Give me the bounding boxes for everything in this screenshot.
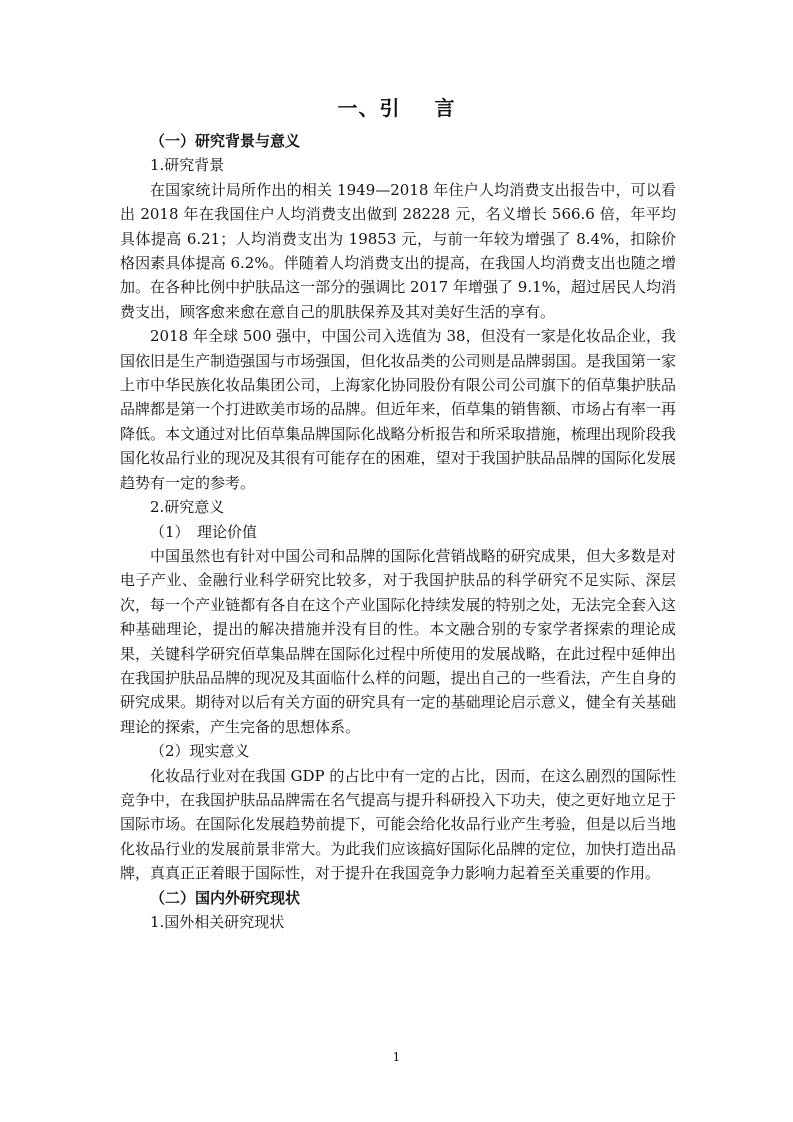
- paragraph: 化妆品行业对在我国 GDP 的占比中有一定的占比，因而，在这么剧烈的国际性竞争中，在我国护肤品品牌需在名气提高与提升科研投入下功夫，使之更好地立足于国际市场。在国际化发展趋势前提下，可能会给化妆品行业产生考验，但是以后当地化妆品行业的发展前景非常大。为此我们应该搞好国际化品牌的定位，加快打造出品牌，真真正正着眼于国际性，对于提升在我国竞争力影响力起着至关重要的作用。: [120, 766, 676, 883]
- subsubsection-heading: （1） 理论价值: [150, 522, 258, 541]
- section-heading: （一）研究背景与意义: [150, 132, 301, 150]
- subsection-heading: 1.研究背景: [150, 156, 225, 175]
- body-content: [120, 129, 676, 934]
- paragraph: 在国家统计局所作出的相关 1949—2018 年住户人均消费支出报告中，可以看出 2018 年在我国住户人均消费支出做到 28228 元，名义增长 566.6 倍，年平均具体提高 6.21；人均消费支出为 19853 元，与前一年较为增强了 8.4%，扣除价格因素具体提高 6.2%。伴随着人均消费支出的提高，在我国人均消费支出也随之增加。在各种比例中护肤品这一部分的强调比 2017 年增强了 9.1%，超过居民人均消费支出，顾客愈来愈在意自己的肌肤保养及其对美好生活的享有。: [120, 180, 676, 321]
- section-heading: （二）国内外研究现状: [150, 888, 301, 907]
- chapter-title-part2: 言: [434, 96, 456, 120]
- subsection-heading: 1.国外相关研究现状: [150, 913, 285, 931]
- subsubsection-heading: （2）现实意义: [150, 742, 250, 761]
- subsection-heading: 2.研究意义: [150, 498, 225, 517]
- paragraph: 2018 年全球 500 强中，中国公司入选值为 38，但没有一家是化妆品企业，我国依旧是生产制造强国与市场强国，但化妆品类的公司则是品牌弱国。是我国第一家上市中华民族化妆品集团公司，上海家化协同股份有限公司公司旗下的佰草集护肤品品牌都是第一个打进欧美市场的品牌。但近年来，佰草集的销售额、市场占有率一再降低。本文通过对比佰草集品牌国际化战略分析报告和所采取措施，梳理出现阶段我国化妆品行业的现况及其很有可能存在的困难，望对于我国护肤品品牌的国际化发展趋势有一定的参考。: [120, 327, 676, 492]
- chapter-title: [0, 92, 793, 121]
- paragraph: 中国虽然也有针对中国公司和品牌的国际化营销战略的研究成果，但大多数是对电子产业、金融行业科学研究比较多，对于我国护肤品的科学研究不足实际、深层次，每一个产业链都有各自在这个产业国际化持续发展的特别之处，无法完全套入这种基础理论，提出的解决措施并没有目的性。本文融合别的专家学者探索的理论成果，关键科学研究佰草集品牌在国际化过程中所使用的发展战略，在此过程中延伸出在我国护肤品品牌的现况及其面临什么样的问题，提出自己的一些看法，产生自身的研究成果。期待对以后有关方面的研究具有一定的基础理论启示意义，健全有关基础理论的探索，产生完备的思想体系。: [120, 546, 676, 736]
- chapter-title-part1: 一、引: [337, 96, 401, 120]
- page-number: 1: [392, 1050, 401, 1064]
